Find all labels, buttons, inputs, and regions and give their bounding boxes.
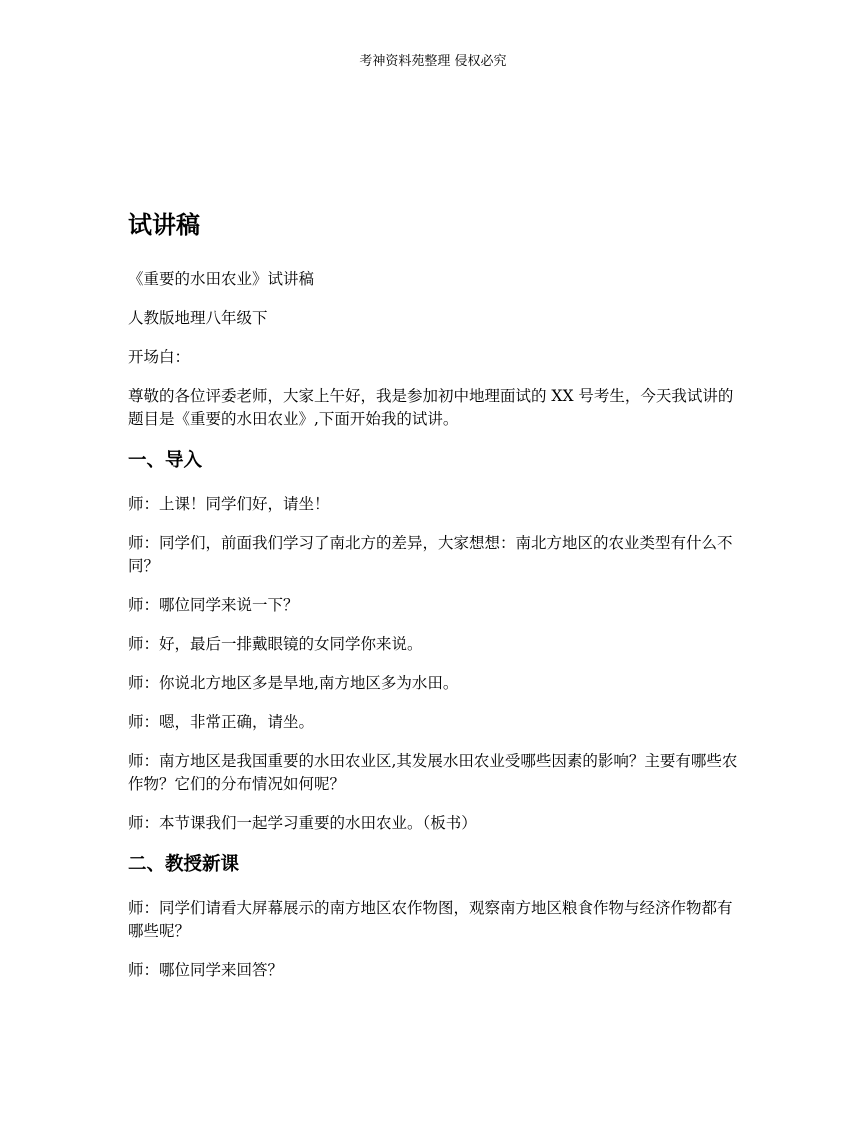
header-note: 考神资料苑整理 侵权必究 <box>359 54 507 69</box>
paragraph: 师：南方地区是我国重要的水田农业区,其发展水田农业受哪些因素的影响？主要有哪些农作物？它们的分布情况如何呢？ <box>128 752 738 793</box>
paragraph: 师：上课！同学们好，请坐！ <box>128 495 330 513</box>
document-body <box>128 208 743 998</box>
paragraph: 师：同学们，前面我们学习了南北方的差异，大家想想：南北方地区的农业类型有什么不同？ <box>128 534 733 575</box>
paragraph: 师：同学们请看大屏幕展示的南方地区农作物图，观察南方地区粮食作物与经济作物都有哪些呢？ <box>128 899 733 940</box>
paragraph: 师：哪位同学来回答？ <box>128 961 284 979</box>
paragraph: 师：哪位同学来说一下？ <box>128 596 299 614</box>
paragraph-opening-speech: 尊敬的各位评委老师，大家上午好，我是参加初中地理面试的 XX 号考生，今天我试讲的题目是《重要的水田农业》,下面开始我的试讲。 <box>128 387 734 428</box>
paragraph-textbook: 人教版地理八年级下 <box>128 309 268 327</box>
section-heading-new-lesson: 二、教授新课 <box>128 854 240 875</box>
section-heading-intro: 一、导入 <box>128 450 203 471</box>
paragraph-lecture-title: 《重要的水田农业》试讲稿 <box>128 270 315 288</box>
paragraph-opening-label: 开场白： <box>128 348 191 366</box>
paragraph: 师：嗯，非常正确，请坐。 <box>128 713 315 731</box>
paragraph: 师：本节课我们一起学习重要的水田农业。（板书） <box>128 814 477 832</box>
document-title: 试讲稿 <box>128 211 200 239</box>
paragraph: 师：你说北方地区多是旱地,南方地区多为水田。 <box>128 674 459 692</box>
paragraph: 师：好，最后一排戴眼镜的女同学你来说。 <box>128 635 423 653</box>
